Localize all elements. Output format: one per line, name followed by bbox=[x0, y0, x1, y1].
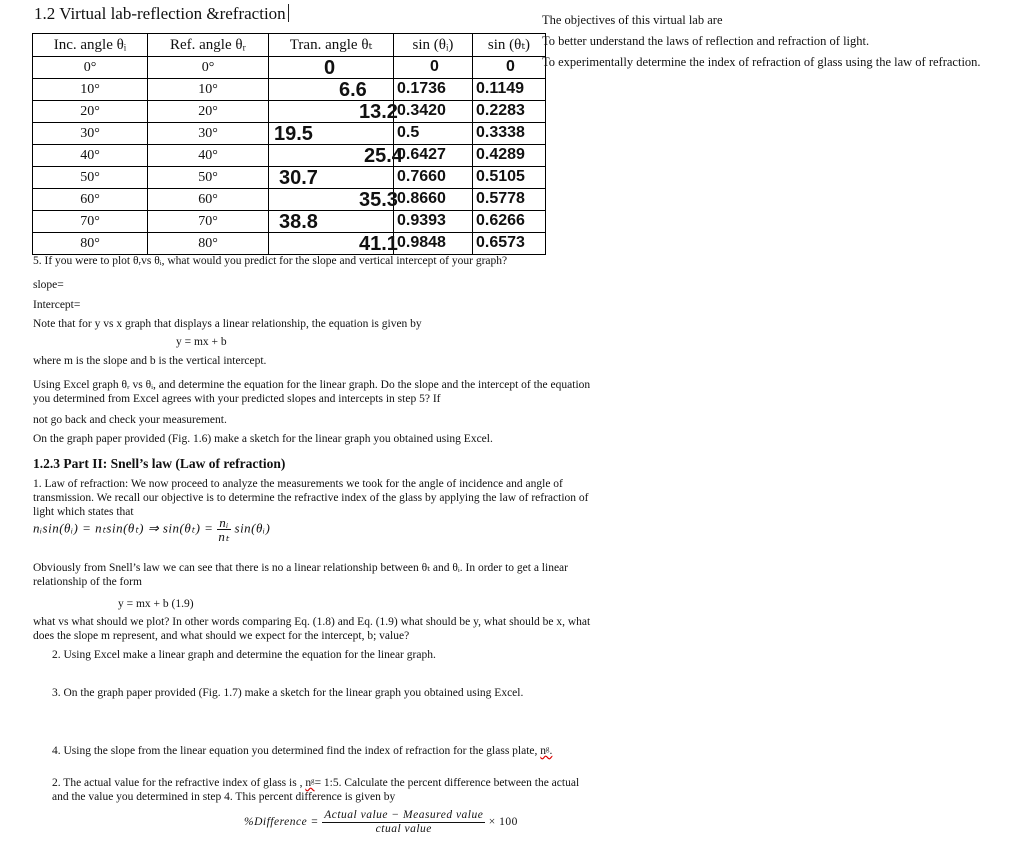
tran-angle-cell bbox=[269, 57, 394, 79]
ref-angle-cell-value: 40° bbox=[198, 147, 218, 163]
equation-1-9: y = mx + b (1.9) bbox=[118, 598, 194, 610]
pct-fraction bbox=[322, 809, 485, 836]
pct-rhs: × 100 bbox=[488, 816, 518, 829]
ref-angle-cell-value: 80° bbox=[198, 235, 218, 251]
inc-angle-cell bbox=[33, 211, 148, 233]
table-body bbox=[33, 57, 546, 255]
sin-tran-cell bbox=[473, 145, 546, 167]
pct-lhs: %Difference = bbox=[244, 816, 319, 829]
table-row bbox=[33, 233, 546, 255]
ref-angle-cell bbox=[148, 145, 269, 167]
sin-inc-cell bbox=[394, 101, 473, 123]
sin-tran-cell bbox=[473, 233, 546, 255]
table-row bbox=[33, 167, 546, 189]
header-inc-angle: Inc. angle θᵢ bbox=[33, 34, 148, 57]
ref-angle-cell bbox=[148, 123, 269, 145]
excel-instruction: Using Excel graph θᵣ vs θᵢ, and determine the equation for the linear graph. Do the slope and the intercept of the equation you determined from Excel agrees with your predicted slopes and intercepts in step 5? If bbox=[33, 379, 591, 405]
inc-angle-cell bbox=[33, 57, 148, 79]
sin-tran-cell bbox=[473, 189, 546, 211]
sin-tran-cell-value: 0.6573 bbox=[476, 234, 525, 251]
sin-tran-cell bbox=[473, 211, 546, 233]
sin-inc-cell bbox=[394, 167, 473, 189]
part2-heading: 1.2.3 Part II: Snell’s law (Law of refraction) bbox=[33, 456, 286, 471]
tran-angle-cell-value: 25.4 bbox=[364, 144, 403, 167]
ref-angle-cell-value: 60° bbox=[198, 191, 218, 207]
sin-inc-cell-value: 0.9393 bbox=[397, 212, 446, 229]
snell-fraction bbox=[217, 516, 231, 543]
tran-angle-cell bbox=[269, 188, 398, 211]
ref-angle-cell-value: 10° bbox=[198, 81, 218, 97]
inc-angle-cell-value: 10° bbox=[80, 81, 100, 97]
sin-inc-cell-value: 0.8660 bbox=[397, 190, 446, 207]
step-2b-ng: nᵍ bbox=[305, 777, 315, 789]
ref-angle-cell bbox=[148, 101, 269, 123]
table-row bbox=[33, 145, 546, 167]
ref-angle-cell-value: 70° bbox=[198, 213, 218, 229]
table-row bbox=[33, 189, 546, 211]
sin-tran-cell-value: 0.4289 bbox=[476, 146, 525, 163]
tran-angle-cell-value: 30.7 bbox=[279, 166, 318, 189]
table-row bbox=[33, 123, 546, 145]
text-cursor bbox=[288, 4, 289, 22]
step-2: 2. Using Excel make a linear graph and determine the equation for the linear graph. bbox=[52, 649, 436, 661]
sin-tran-cell-value: 0.2283 bbox=[476, 102, 525, 119]
note-text: Note that for y vs x graph that displays a linear relationship, the equation is given by bbox=[33, 318, 422, 330]
snell-rhs: sin(θᵢ) bbox=[234, 520, 271, 536]
slope-label: slope= bbox=[33, 279, 64, 291]
snell-equation bbox=[33, 516, 270, 543]
title-text: 1.2 Virtual lab-reflection &refraction bbox=[34, 4, 286, 23]
snell-denominator: nₜ bbox=[218, 529, 230, 544]
inc-angle-cell-value: 20° bbox=[80, 103, 100, 119]
sin-inc-cell bbox=[394, 211, 473, 233]
tran-angle-cell-value: 19.5 bbox=[274, 122, 313, 145]
step-4-ng: nᵍ. bbox=[540, 745, 553, 757]
ref-angle-cell-value: 20° bbox=[198, 103, 218, 119]
sin-tran-cell-value: 0.5778 bbox=[476, 190, 525, 207]
objective-item-2: To experimentally determine the index of refraction of glass using the law of refraction. bbox=[542, 55, 981, 69]
sin-tran-cell bbox=[473, 123, 546, 145]
table-row bbox=[33, 79, 546, 101]
excel-instruction-cont: not go back and check your measurement. bbox=[33, 414, 227, 426]
step-4 bbox=[52, 744, 552, 758]
inc-angle-cell bbox=[33, 167, 148, 189]
ref-angle-cell bbox=[148, 57, 269, 79]
linear-equation: y = mx + b bbox=[176, 336, 227, 348]
ref-angle-cell-value: 0° bbox=[201, 59, 215, 75]
sin-tran-cell bbox=[473, 101, 546, 123]
angle-table bbox=[32, 33, 546, 255]
snell-lhs: nᵢsin(θᵢ) = nₜsin(θₜ) ⇒ sin(θₜ) = bbox=[33, 520, 214, 536]
header-sin-inc: sin (θᵢ) bbox=[394, 34, 473, 57]
sin-tran-cell-value: 0.1149 bbox=[476, 80, 525, 97]
tran-angle-cell bbox=[269, 232, 398, 255]
header-tran-angle: Tran. angle θₜ bbox=[269, 34, 394, 57]
inc-angle-cell-value: 0° bbox=[83, 59, 97, 75]
inc-angle-cell-value: 60° bbox=[80, 191, 100, 207]
sin-inc-cell bbox=[394, 57, 473, 79]
tran-angle-cell-value: 0 bbox=[324, 56, 336, 79]
where-text: where m is the slope and b is the vertical intercept. bbox=[33, 355, 267, 367]
inc-angle-cell-value: 30° bbox=[80, 125, 100, 141]
page-title bbox=[34, 4, 289, 24]
ref-angle-cell bbox=[148, 79, 269, 101]
step-2b-text-cont: = 1:5. Calculate the percent difference between the actual and the value you determined in step 4. This percent difference is given by bbox=[52, 777, 580, 803]
inc-angle-cell-value: 80° bbox=[80, 235, 100, 251]
table-row bbox=[33, 57, 546, 79]
sin-tran-cell bbox=[473, 57, 546, 79]
tran-angle-cell bbox=[269, 79, 394, 101]
tran-angle-cell-value: 35.3 bbox=[359, 188, 398, 211]
snell-numerator: nᵢ bbox=[219, 515, 229, 530]
inc-angle-cell bbox=[33, 123, 148, 145]
table-row bbox=[33, 101, 546, 123]
sin-inc-cell-value: 0.1736 bbox=[397, 80, 446, 97]
intercept-label: Intercept= bbox=[33, 299, 81, 311]
sin-inc-cell bbox=[394, 189, 473, 211]
inc-angle-cell bbox=[33, 145, 148, 167]
inc-angle-cell bbox=[33, 233, 148, 255]
step-3: 3. On the graph paper provided (Fig. 1.7) make a sketch for the linear graph you obtained using Excel. bbox=[52, 687, 524, 699]
inc-angle-cell bbox=[33, 79, 148, 101]
tran-angle-cell-value: 41.1 bbox=[359, 232, 398, 255]
law-of-refraction-text: 1. Law of refraction: We now proceed to analyze the measurements we took for the angle of incidence and angle of transmission. We recall our objective is to determine the refractive index of the glass by applying the law of refraction of light which states that bbox=[33, 478, 589, 518]
tran-angle-cell-value: 6.6 bbox=[339, 78, 367, 101]
sin-inc-cell-value: 0.5 bbox=[397, 124, 420, 141]
sin-inc-cell bbox=[394, 79, 473, 101]
question-5: 5. If you were to plot θᵣvs θᵢ, what would you predict for the slope and vertical intercept of your graph? bbox=[33, 255, 508, 267]
objectives-heading: The objectives of this virtual lab are bbox=[542, 13, 723, 27]
step-2b bbox=[52, 776, 592, 804]
step-2b-text: 2. The actual value for the refractive index of glass is , bbox=[52, 777, 306, 789]
inc-angle-cell-value: 70° bbox=[80, 213, 100, 229]
header-sin-tran: sin (θₜ) bbox=[473, 34, 546, 57]
obviously-text: Obviously from Snell’s law we can see that there is no a linear relationship between θₜ and θᵢ. In order to get a linear relationship of the form bbox=[33, 562, 568, 588]
sin-tran-cell bbox=[473, 167, 546, 189]
ref-angle-cell bbox=[148, 167, 269, 189]
sin-inc-cell-value: 0.9848 bbox=[397, 234, 446, 251]
tran-angle-cell-value: 13.2 bbox=[359, 100, 398, 123]
header-ref-angle: Ref. angle θᵣ bbox=[148, 34, 269, 57]
ref-angle-cell bbox=[148, 189, 269, 211]
sin-inc-cell bbox=[394, 233, 473, 255]
pct-numerator: Actual value − Measured value bbox=[324, 809, 484, 821]
tran-angle-cell bbox=[269, 123, 394, 145]
step-4-text: 4. Using the slope from the linear equation you determined find the index of refraction for the glass plate, bbox=[52, 745, 541, 757]
tran-angle-cell-value: 38.8 bbox=[279, 210, 318, 233]
tran-angle-cell bbox=[269, 167, 394, 189]
inc-angle-cell-value: 50° bbox=[80, 169, 100, 185]
inc-angle-cell bbox=[33, 189, 148, 211]
sin-inc-cell bbox=[394, 145, 473, 167]
sin-tran-cell-value: 0.6266 bbox=[476, 212, 525, 229]
sin-inc-cell-value: 0.3420 bbox=[397, 102, 446, 119]
sin-inc-cell-value: 0 bbox=[430, 58, 439, 75]
ref-angle-cell-value: 30° bbox=[198, 125, 218, 141]
sin-tran-cell-value: 0.5105 bbox=[476, 168, 525, 185]
objective-item-1: To better understand the laws of reflection and refraction of light. bbox=[542, 34, 870, 48]
inc-angle-cell bbox=[33, 101, 148, 123]
table-row bbox=[33, 211, 546, 233]
sin-tran-cell-value: 0 bbox=[506, 58, 515, 75]
tran-angle-cell bbox=[269, 144, 403, 167]
inc-angle-cell-value: 40° bbox=[80, 147, 100, 163]
sin-tran-cell bbox=[473, 79, 546, 101]
what-vs-what-text: what vs what should we plot? In other words comparing Eq. (1.8) and Eq. (1.9) what should be y, what should be x, what does the slope m represent, and what should we expect for the intercept, b; value? bbox=[33, 616, 591, 642]
ref-angle-cell bbox=[148, 211, 269, 233]
sin-inc-cell-value: 0.7660 bbox=[397, 168, 446, 185]
sin-tran-cell-value: 0.3338 bbox=[476, 124, 525, 141]
tran-angle-cell bbox=[269, 211, 394, 233]
percent-difference-equation bbox=[244, 809, 518, 836]
graph-paper-instruction: On the graph paper provided (Fig. 1.6) make a sketch for the linear graph you obtained using Excel. bbox=[33, 433, 493, 445]
ref-angle-cell bbox=[148, 233, 269, 255]
table-header-row bbox=[33, 34, 546, 57]
sin-inc-cell bbox=[394, 123, 473, 145]
pct-denominator: ctual value bbox=[375, 823, 432, 835]
ref-angle-cell-value: 50° bbox=[198, 169, 218, 185]
objectives-panel bbox=[542, 10, 981, 73]
tran-angle-cell bbox=[269, 100, 398, 123]
sin-inc-cell-value: 0.6427 bbox=[397, 146, 446, 163]
